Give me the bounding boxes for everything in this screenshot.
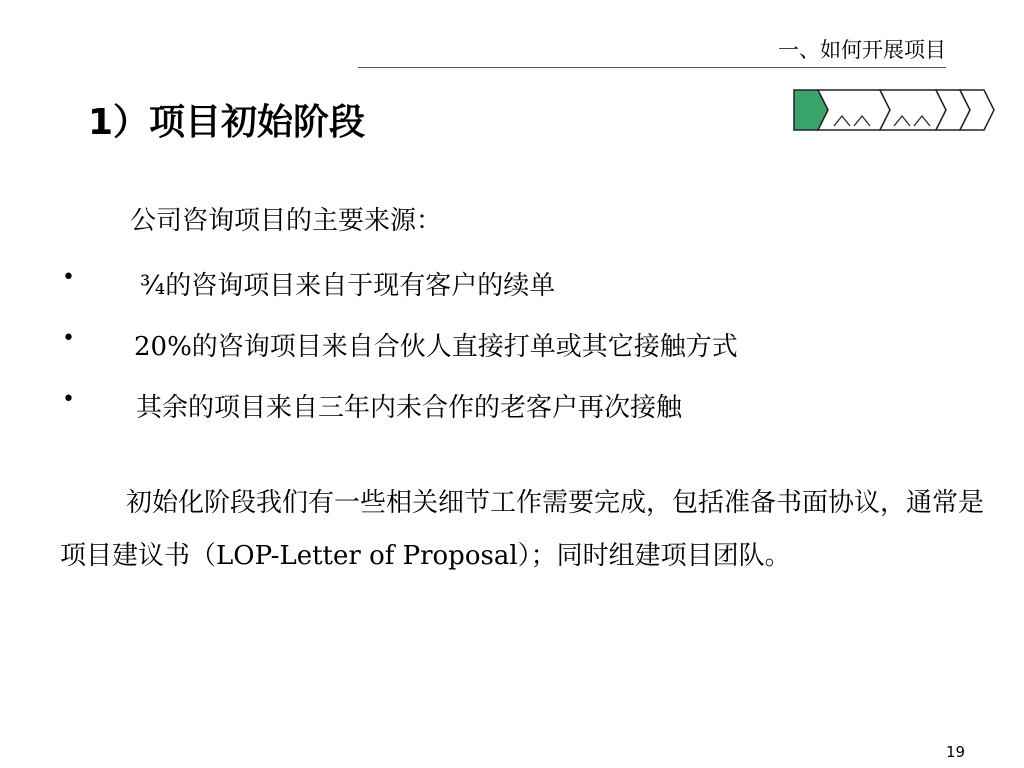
section-title: 一、如何开展项目 bbox=[778, 38, 946, 62]
bullet-icon: • bbox=[62, 265, 75, 290]
page-title: 1）项目初始阶段 bbox=[88, 102, 366, 143]
progress-chevrons bbox=[790, 86, 1000, 136]
intro-text: 公司咨询项目的主要来源： bbox=[130, 206, 443, 236]
bullet-icon: • bbox=[62, 387, 75, 412]
list-item-text: 其余的项目来自三年内未合作的老客户再次接触 bbox=[136, 393, 683, 423]
progress-step-2 bbox=[818, 90, 890, 130]
bullet-icon: • bbox=[62, 326, 75, 351]
header-divider bbox=[358, 67, 946, 68]
list-item-text: 20%的咨询项目来自合伙人直接打单或其它接触方式 bbox=[134, 332, 738, 362]
body-paragraph: 初始化阶段我们有一些相关细节工作需要完成，包括准备书面协议，通常是项目建议书（LOP-Letter of Proposal）；同时组建项目团队。 bbox=[60, 488, 985, 571]
progress-step-3 bbox=[880, 90, 946, 130]
page-number: 19 bbox=[946, 743, 966, 761]
list-item-text: ¾的咨询项目来自于现有客户的续单 bbox=[140, 271, 556, 301]
